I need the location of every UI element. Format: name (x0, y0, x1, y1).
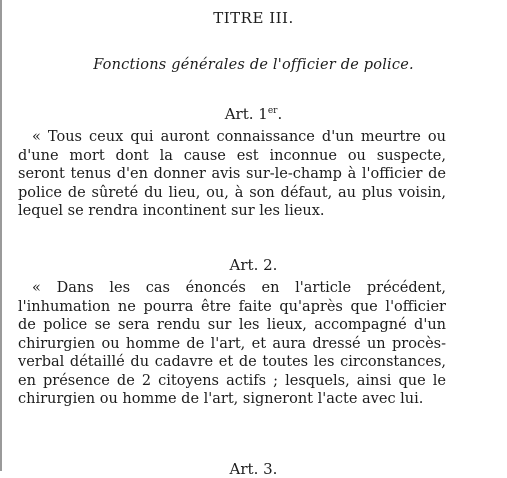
article-1-heading-superscript: er (267, 106, 278, 116)
section-subtitle: Fonctions générales de l'officier de police. (93, 57, 414, 73)
article-1-heading-label: Art. 1 (224, 105, 268, 123)
section-title: TITRE III. (213, 9, 294, 27)
article-1-heading-end: . (277, 105, 283, 123)
article-1-heading (0, 105, 507, 123)
article-3-heading: Art. 3. (229, 460, 278, 478)
article-2-heading: Art. 2. (229, 256, 278, 274)
article-1-text: « Tous ceux qui auront connaissance d'un meurtre ou d'une mort dont la cause est inconnue ou suspecte, seront tenus d'en donner avis sur-le-champ à l'officier de police de sûreté du lieu, ou, à son défaut, au plus voisin, lequel se rendra incontinent sur les lieux. (18, 129, 446, 219)
article-2-text: « Dans les cas énoncés en l'article précédent, l'inhumation ne pourra être faite qu'après que l'officier de police se sera rendu sur les lieux, accompagné d'un chirurgien ou homme de l'art, et aura dressé un procès-verbal détaillé du cadavre et de toutes les circonstances, en présence de 2 citoyens actifs ; lesquels, ainsi que le chirurgien ou homme de l'art, signeront l'acte avec lui. (18, 280, 446, 407)
